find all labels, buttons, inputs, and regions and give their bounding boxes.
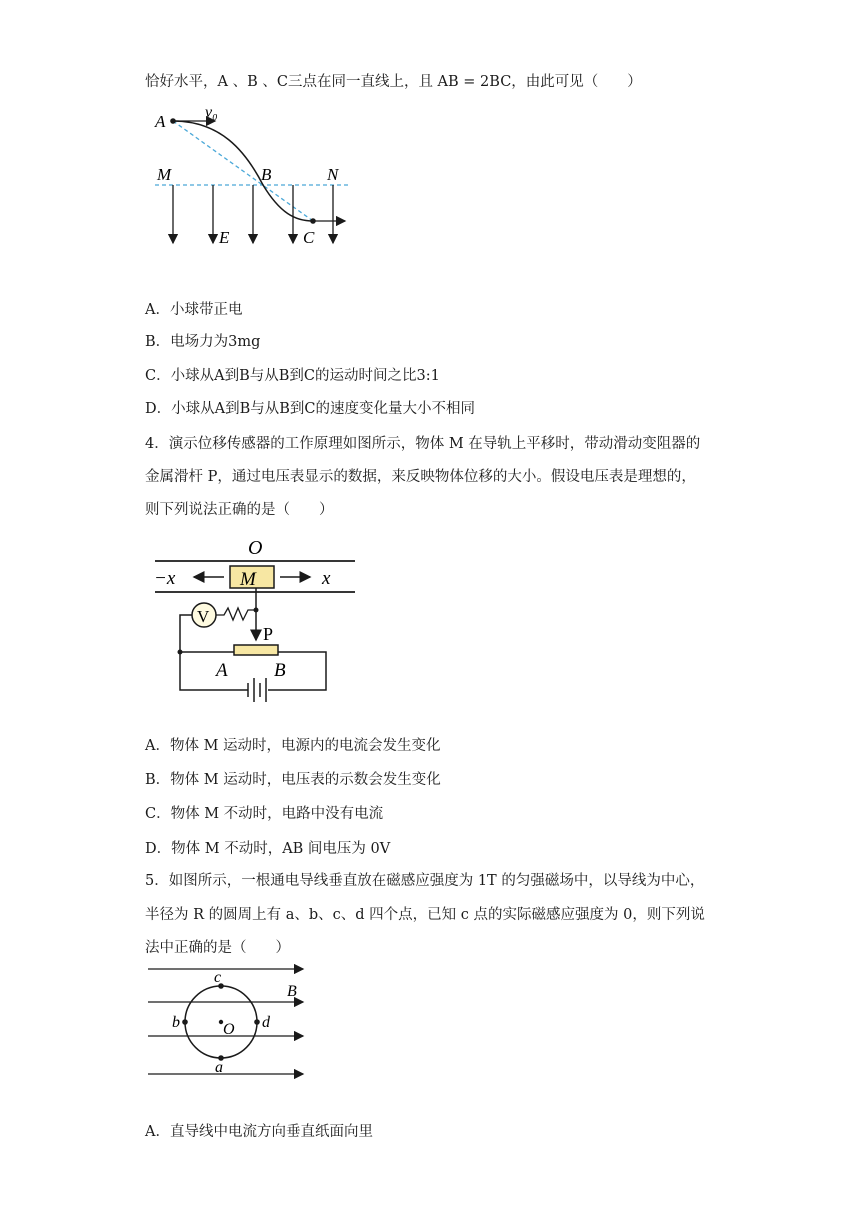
q4-label-P: P — [263, 624, 274, 644]
q4-option-a: A．物体 M 运动时，电源内的电流会发生变化 — [145, 738, 441, 754]
q4-label-A: A — [216, 660, 228, 681]
q4-figure — [150, 530, 360, 710]
q3-figure — [145, 105, 365, 255]
q3-label-A: A — [155, 112, 166, 131]
q5-stem-line-1: 5．如图所示，一根通电导线垂直放在磁感应强度为 1T 的匀强磁场中，以导线为中心， — [145, 873, 705, 889]
q5-stem-line-2: 半径为 R 的圆周上有 a、b、c、d 四个点，已知 c 点的实际磁感应强度为 0，则下列说 — [145, 907, 705, 923]
q5-option-a: A．直导线中电流方向垂直纸面向里 — [145, 1124, 373, 1140]
q3-option-b: B．电场力为3mg — [145, 334, 261, 350]
q3-option-c: C．小球从A到B与从B到C的运动时间之比3:1 — [145, 368, 440, 384]
q5-label-O: O — [223, 1021, 235, 1038]
q3-stem-tail: 恰好水平，A 、B 、C三点在同一直线上，且 AB = 2BC，由此可见（ ） — [145, 74, 642, 90]
q4-option-c: C．物体 M 不动时，电路中没有电流 — [145, 806, 384, 822]
q3-label-B: B — [261, 165, 272, 184]
q4-label-V: V — [197, 607, 210, 626]
q4-stem-line-1: 4．演示位移传感器的工作原理如图所示，物体 M 在导轨上平移时，带动滑动变阻器的 — [145, 436, 701, 452]
q3-option-d: D．小球从A到B与从B到C的速度变化量大小不相同 — [145, 401, 476, 417]
q4-label-x: x — [322, 568, 331, 589]
q3-label-M: M — [157, 165, 172, 184]
q5-label-c: c — [214, 969, 222, 986]
q4-stem-line-2: 金属滑杆 P，通过电压表显示的数据，来反映物体位移的大小。假设电压表是理想的， — [145, 469, 696, 485]
q5-label-B: B — [287, 983, 297, 1000]
q5-label-a: a — [215, 1059, 223, 1076]
q5-label-b: b — [172, 1014, 180, 1031]
q3-label-C: C — [303, 228, 315, 247]
q5-stem-line-3: 法中正确的是（ ） — [145, 940, 290, 956]
q3-option-a: A．小球带正电 — [145, 302, 243, 318]
q4-label-O: O — [248, 537, 263, 559]
q4-stem-line-3: 则下列说法正确的是（ ） — [145, 502, 334, 518]
q5-label-d: d — [262, 1014, 270, 1031]
q3-label-E: E — [219, 228, 230, 247]
q3-label-N: N — [327, 165, 339, 184]
q4-label-neg-x: −x — [154, 568, 176, 589]
q4-option-d: D．物体 M 不动时，AB 间电压为 0V — [145, 841, 391, 857]
q4-label-M: M — [240, 569, 256, 590]
q3-label-v0: v₀ — [205, 105, 218, 121]
q4-option-b: B．物体 M 运动时，电压表的示数会发生变化 — [145, 772, 441, 788]
q4-label-B: B — [274, 660, 286, 681]
q5-figure — [145, 962, 310, 1082]
